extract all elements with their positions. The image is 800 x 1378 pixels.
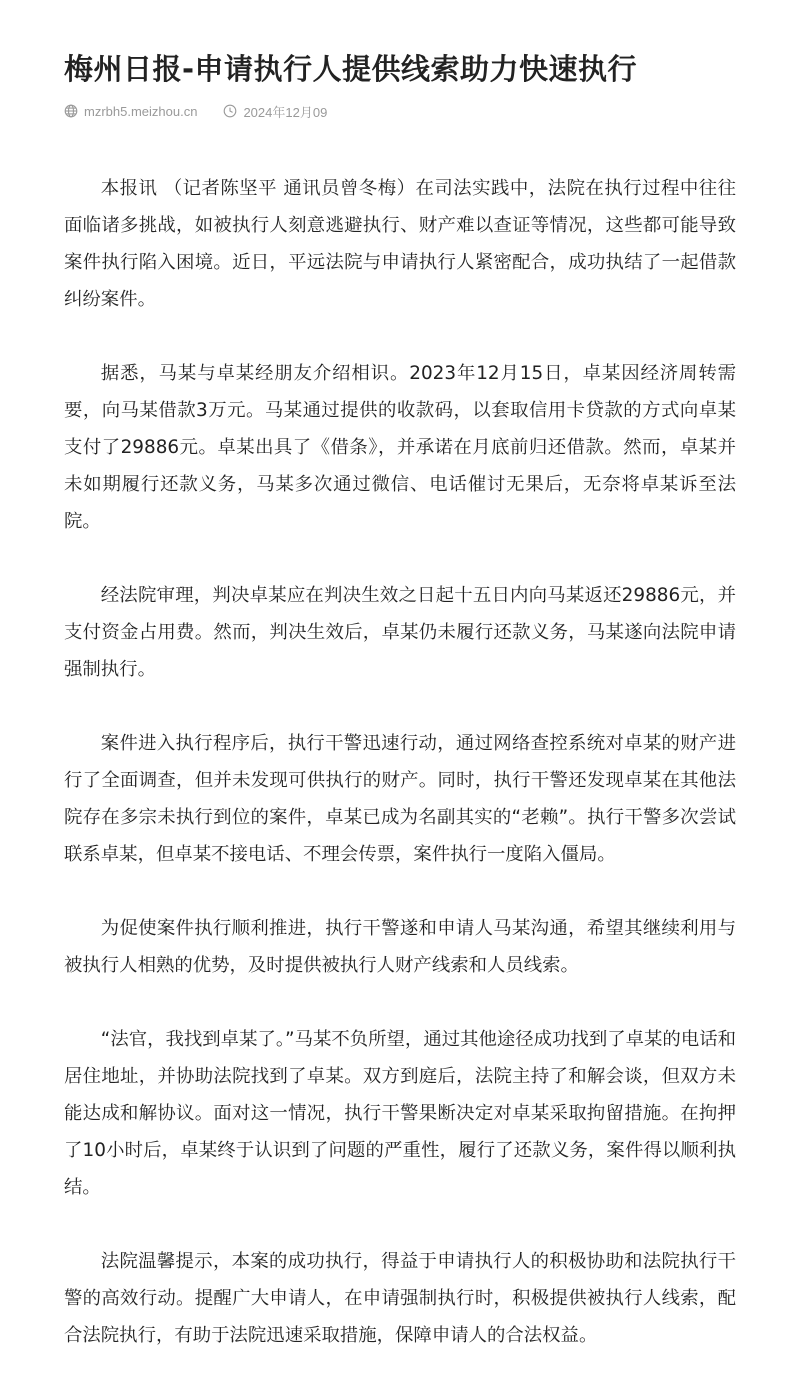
article-paragraph: 本报讯 （记者陈坚平 通讯员曾冬梅）在司法实践中，法院在执行过程中往往面临诸多挑战，如被执行人刻意逃避执行、财产难以查证等情况，这些都可能导致案件执行陷入困境。近日，平远法院与申请执行人紧密配合，成功执结了一起借款纠纷案件。 — [64, 178, 736, 310]
article-date: 2024年12月09 — [243, 104, 328, 120]
clock-icon — [223, 104, 237, 118]
article-source[interactable]: mzrbh5.meizhou.cn — [84, 103, 198, 119]
article-body — [64, 170, 736, 1354]
article-paragraph: “法官，我找到卓某了。”马某不负所望，通过其他途径成功找到了卓某的电话和居住地址，并协助法院找到了卓某。双方到庭后，法院主持了和解会谈，但双方未能达成和解协议。面对这一情况，执行干警果断决定对卓某采取拘留措施。在拘押了10小时后，卓某终于认识到了问题的严重性，履行了还款义务，案件得以顺利执结。 — [64, 1029, 736, 1198]
article-paragraph: 法院温馨提示，本案的成功执行，得益于申请执行人的积极协助和法院执行干警的高效行动。提醒广大申请人，在申请强制执行时，积极提供被执行人线索，配合法院执行，有助于法院迅速采取措施，保障申请人的合法权益。 — [64, 1251, 736, 1346]
article-paragraph: 据悉，马某与卓某经朋友介绍相识。2023年12月15日，卓某因经济周转需要，向马某借款3万元。马某通过提供的收款码，以套取信用卡贷款的方式向卓某支付了29886元。卓某出具了《借条》，并承诺在月底前归还借款。然而，卓某并未如期履行还款义务，马某多次通过微信、电话催讨无果后，无奈将卓某诉至法院。 — [64, 363, 736, 532]
article-paragraph: 案件进入执行程序后，执行干警迅速行动，通过网络查控系统对卓某的财产进行了全面调查，但并未发现可供执行的财产。同时，执行干警还发现卓某在其他法院存在多宗未执行到位的案件，卓某已成为名副其实的“老赖”。执行干警多次尝试联系卓某，但卓某不接电话、不理会传票，案件执行一度陷入僵局。 — [64, 733, 736, 865]
source-meta[interactable] — [64, 104, 197, 119]
globe-icon — [64, 104, 78, 118]
article-paragraph: 为促使案件执行顺利推进，执行干警遂和申请人马某沟通，希望其继续利用与被执行人相熟的优势，及时提供被执行人财产线索和人员线索。 — [64, 918, 736, 976]
article-title: 梅州日报-申请执行人提供线索助力快速执行 — [64, 52, 638, 86]
date-meta — [223, 102, 327, 121]
article-meta — [64, 102, 736, 120]
article-paragraph: 经法院审理，判决卓某应在判决生效之日起十五日内向马某返还29886元，并支付资金占用费。然而，判决生效后，卓某仍未履行还款义务，马某遂向法院申请强制执行。 — [64, 585, 736, 680]
